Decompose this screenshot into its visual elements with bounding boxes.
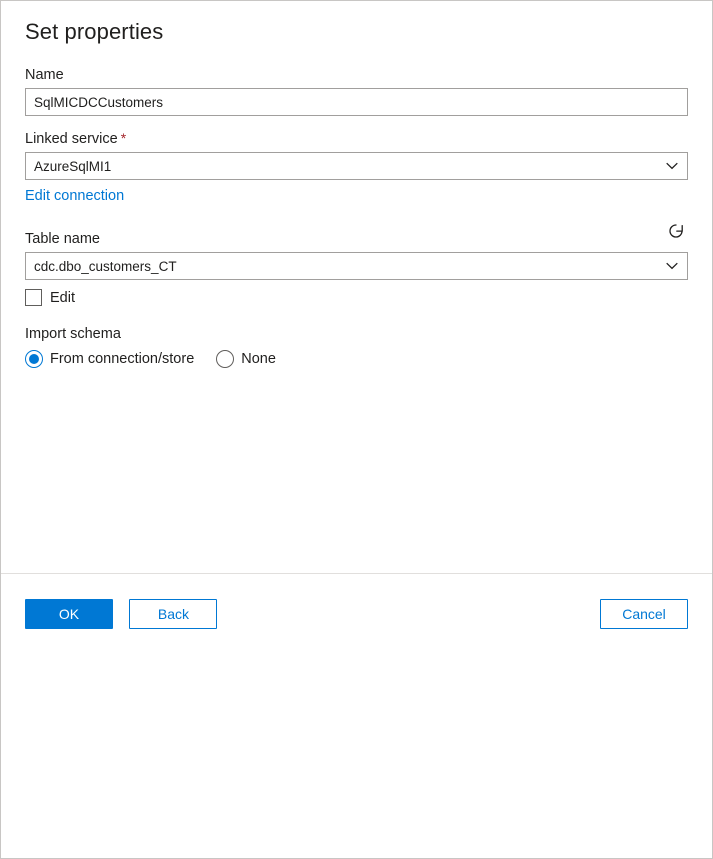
- linked-service-value[interactable]: [25, 152, 688, 180]
- radio-label-from-connection-store[interactable]: From connection/store: [50, 351, 195, 367]
- refresh-icon[interactable]: [662, 217, 690, 245]
- ok-button[interactable]: OK: [25, 599, 113, 629]
- table-name-label: Table name: [25, 231, 100, 247]
- radio-label-none[interactable]: None: [241, 351, 276, 367]
- radio-from-connection-store[interactable]: [25, 350, 194, 368]
- import-schema-group: [25, 326, 688, 368]
- edit-checkbox-row[interactable]: [25, 289, 688, 306]
- cancel-button[interactable]: Cancel: [600, 599, 688, 629]
- import-schema-label: Import schema: [25, 326, 121, 342]
- table-name-value[interactable]: [25, 252, 688, 280]
- edit-connection-link[interactable]: Edit connection: [25, 188, 125, 204]
- name-label: Name: [25, 67, 64, 83]
- edit-checkbox-label[interactable]: Edit: [50, 289, 75, 306]
- panel-footer: [1, 575, 712, 647]
- linked-service-label: [25, 130, 688, 147]
- panel-body: [1, 1, 712, 574]
- import-schema-radio-group: [25, 350, 688, 368]
- back-button[interactable]: Back: [129, 599, 217, 629]
- radio-indicator-unselected[interactable]: [216, 350, 234, 368]
- footer-right-actions: [600, 599, 688, 629]
- name-input[interactable]: [25, 88, 688, 116]
- linked-service-dropdown[interactable]: [25, 152, 688, 180]
- footer-left-actions: [25, 599, 217, 629]
- page-title: Set properties: [25, 19, 164, 44]
- linked-service-field-group: [25, 130, 688, 205]
- radio-none[interactable]: [216, 350, 276, 368]
- linked-service-label-text: Linked service: [25, 131, 118, 147]
- table-name-field-group: [25, 231, 688, 306]
- radio-indicator-selected[interactable]: [25, 350, 43, 368]
- edit-checkbox[interactable]: [25, 289, 42, 306]
- table-name-dropdown[interactable]: [25, 252, 688, 280]
- required-indicator: *: [120, 130, 127, 146]
- name-field-group: [25, 67, 688, 116]
